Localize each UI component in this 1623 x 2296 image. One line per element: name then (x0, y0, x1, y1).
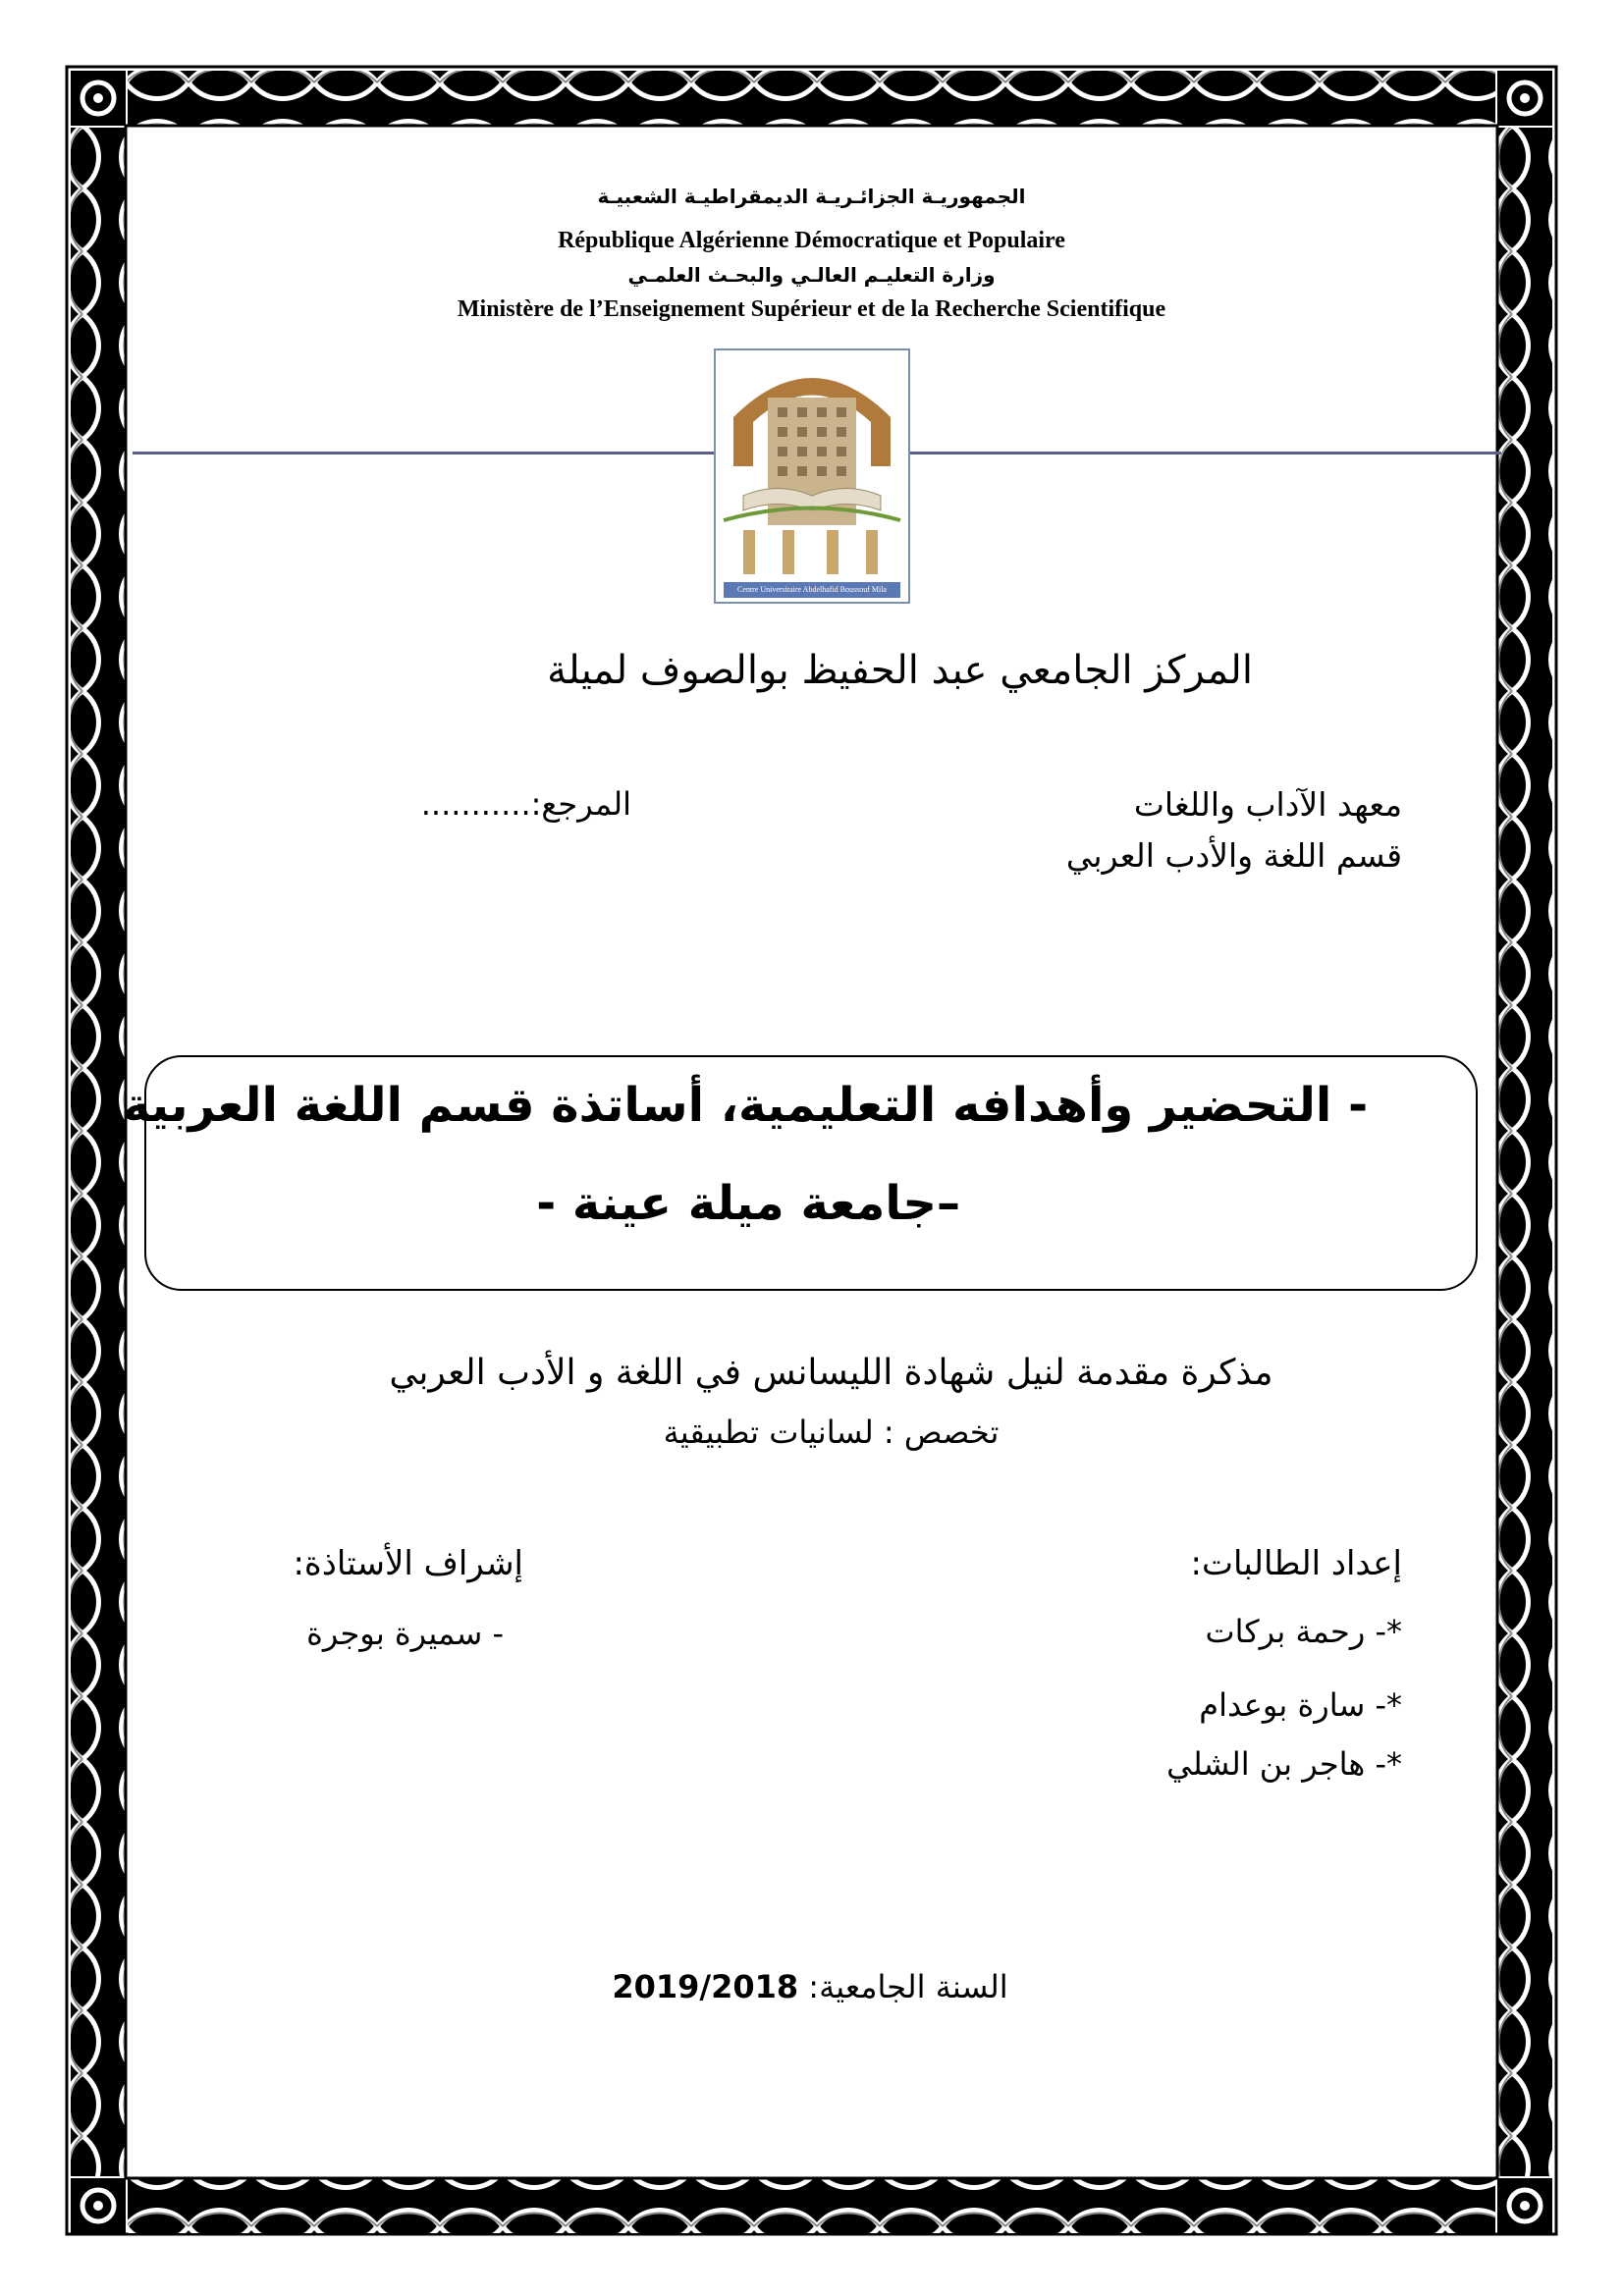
student-name-3: *- هاجر بن الشلي (1166, 1745, 1402, 1783)
republic-french: République Algérienne Démocratique et Populaire (558, 228, 1065, 253)
supervisor-heading: إشراف الأستاذة: (293, 1544, 523, 1583)
ministry-french: Ministère de l’Enseignement Supérieur et de la Recherche Scientifique (457, 296, 1166, 322)
logo-caption: Centre Universitaire Abdelhafid Boussouf Mila (737, 585, 887, 594)
academic-year-value: 2019/2018 (612, 1968, 799, 2005)
specialty: تخصص : لسانيات تطبيقية (663, 1414, 1000, 1451)
academic-year (565, 1968, 1055, 2005)
students-heading: إعداد الطالبات: (1190, 1544, 1402, 1583)
student-name-2: *- سارة بوعدام (1199, 1686, 1402, 1724)
academic-year-label: السنة الجامعية: (808, 1968, 1008, 2005)
student-name-1: *- رحمة بركات (1205, 1613, 1402, 1650)
thesis-title-line2: –جامعة ميلة عينة - (536, 1176, 960, 1231)
department-name: قسم اللغة والأدب العربي (1065, 836, 1402, 875)
university-logo (714, 348, 910, 604)
institution-name: المركز الجامعي عبد الحفيظ بوالصوف لميلة (547, 648, 1253, 693)
supervisor-name: - سميرة بوجرة (306, 1615, 504, 1652)
ministry-arabic: وزارة التعليـم العالـي والبحـث العلمـي (627, 263, 996, 287)
degree-statement: مذكرة مقدمة لنيل شهادة الليسانس في اللغة و الأدب العربي (389, 1353, 1273, 1393)
republic-arabic: الجمهوريـة الجزائـريـة الديمقراطيـة الشعبيـة (597, 185, 1026, 208)
thesis-title-line1: - التحضير وأهدافه التعليمية، أساتذة قسم اللغة العربية (122, 1078, 1368, 1133)
reference-field: المرجع:........... (420, 785, 631, 823)
institute-name: معهد الآداب واللغات (1133, 785, 1402, 824)
